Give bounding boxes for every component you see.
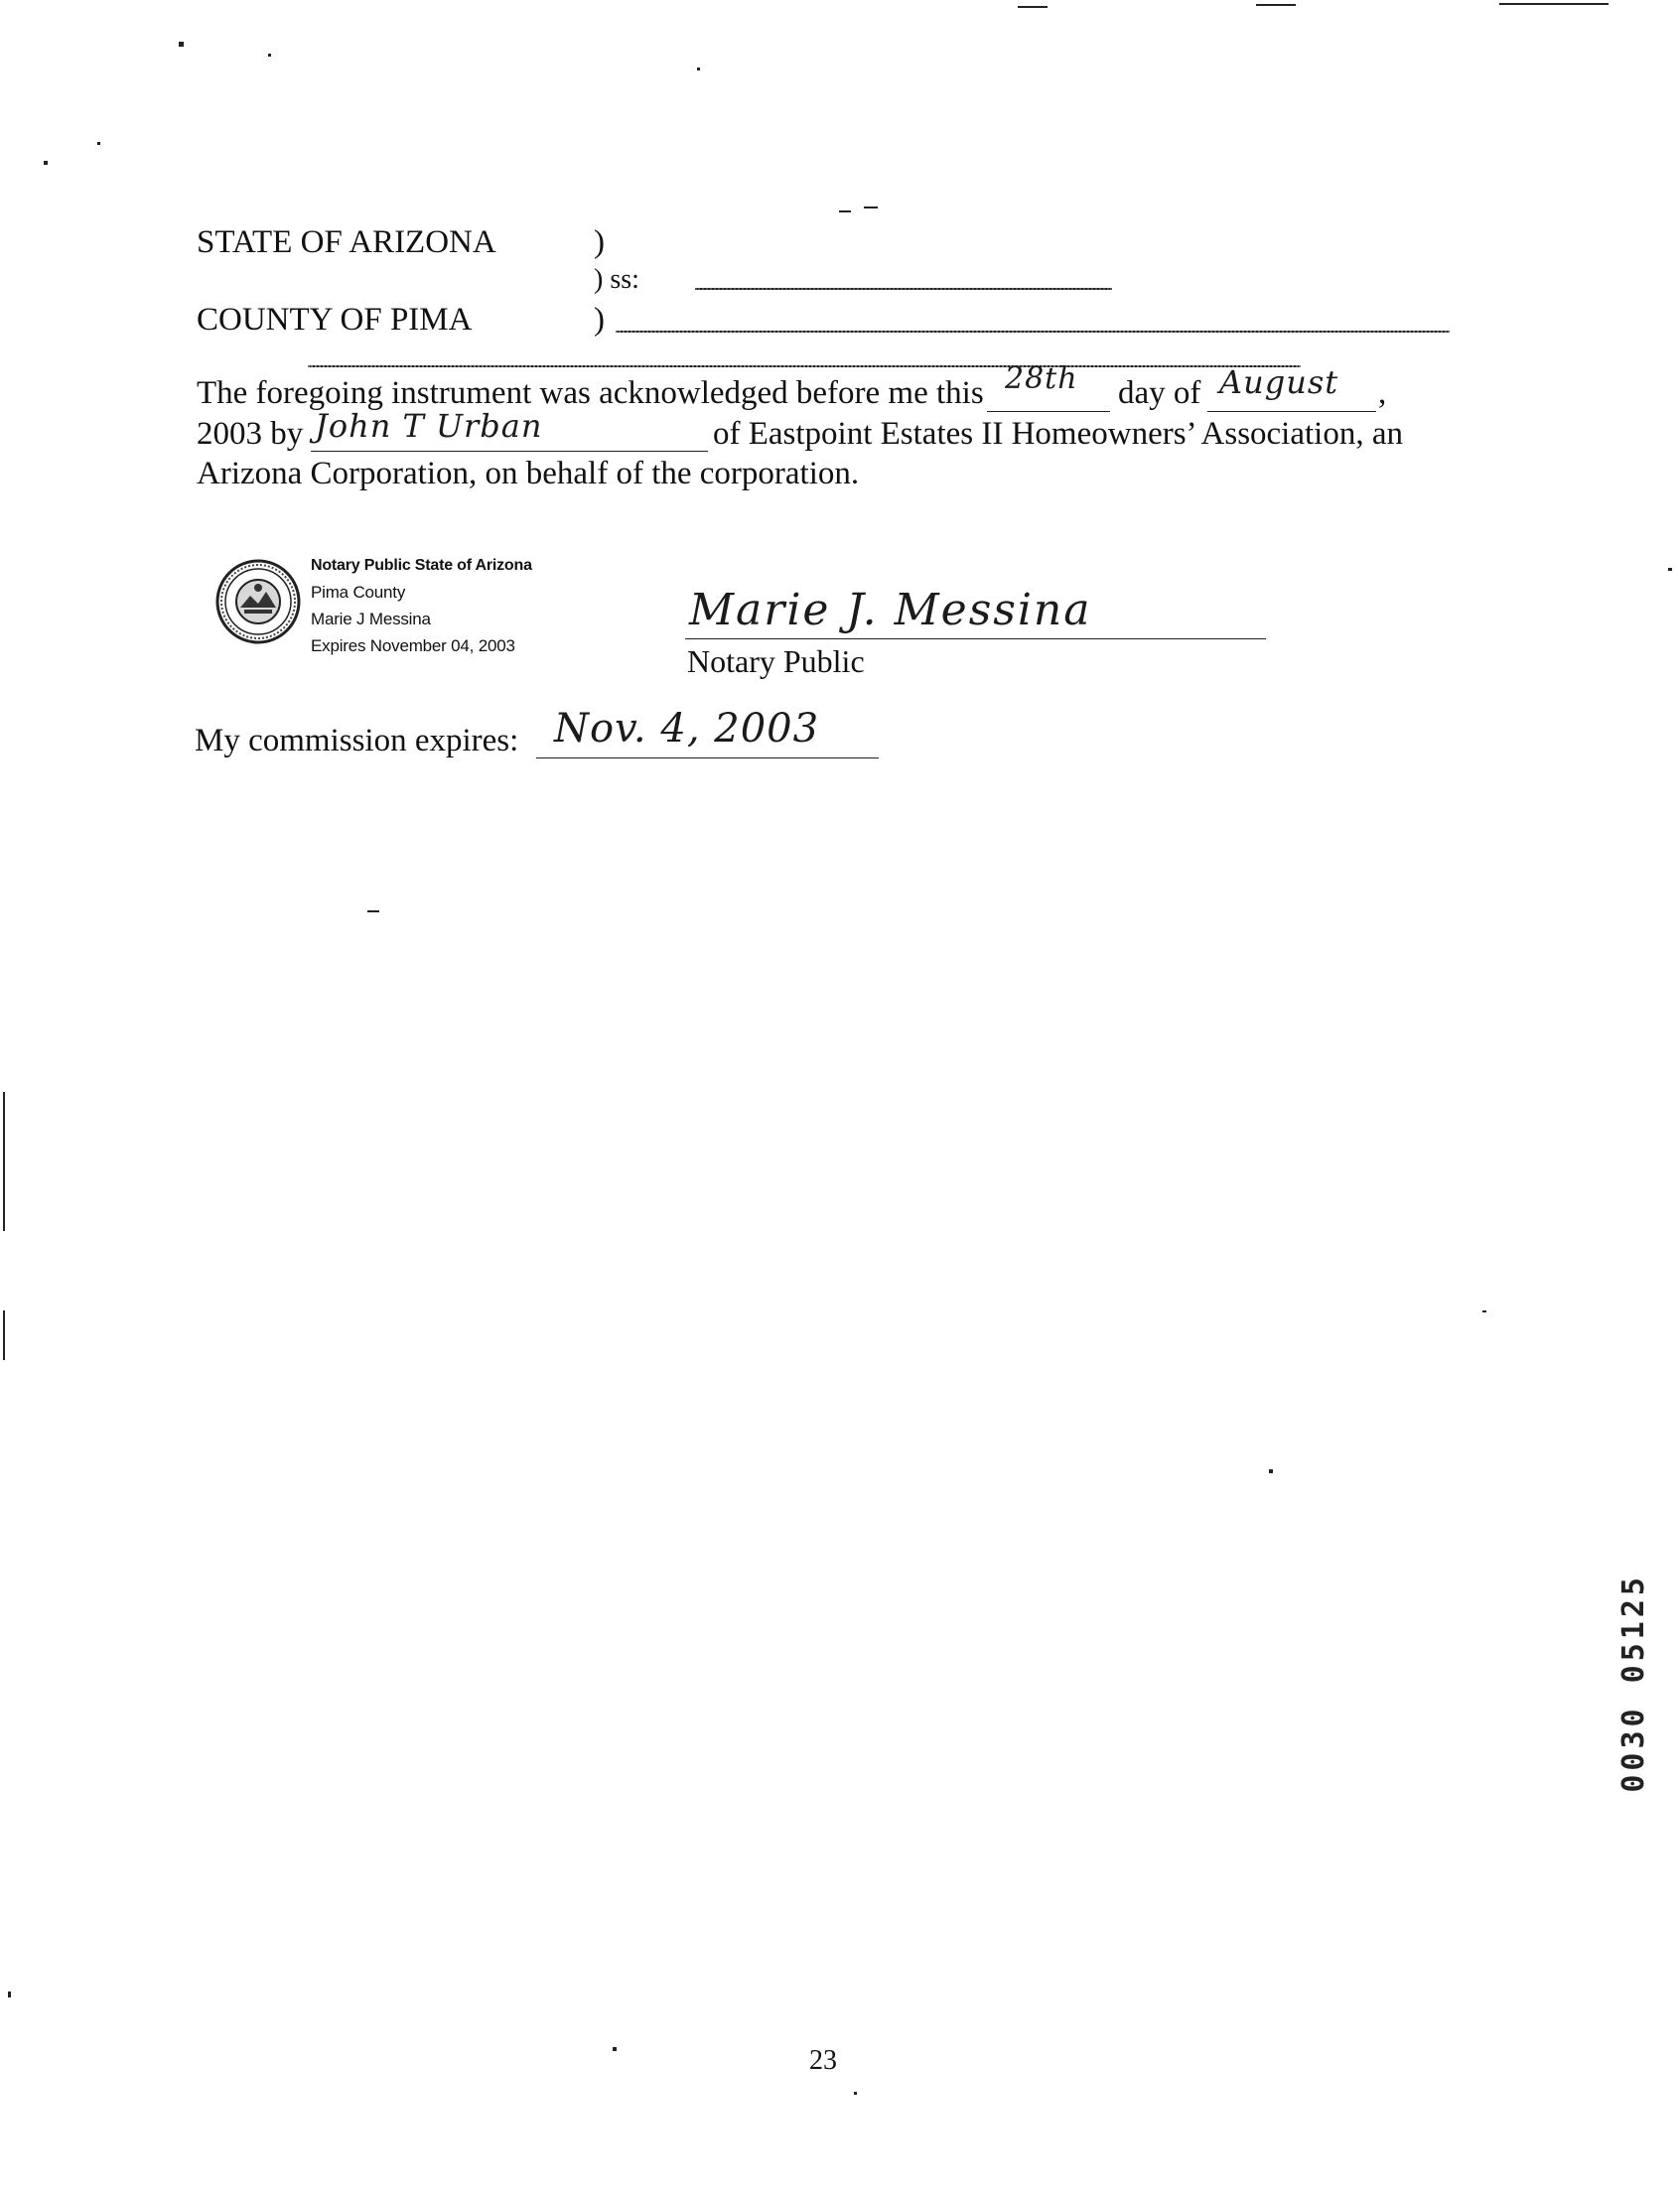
day-blank: [987, 361, 1110, 412]
ack-line3: Arizona Corporation, on behalf of the corporation.: [197, 456, 860, 491]
arizona-seal-icon: [214, 558, 302, 645]
seal-line-4: Expires November 04, 2003: [311, 636, 515, 655]
seal-line-3: Marie J Messina: [311, 610, 431, 628]
seal-line-1: Notary Public State of Arizona: [311, 557, 532, 574]
day-handwritten: 28th: [1005, 361, 1078, 396]
name-blank: [311, 409, 708, 452]
ack-line2-start: 2003 by: [197, 416, 304, 452]
venue-ss: ) ss:: [594, 264, 639, 295]
county-label: COUNTY OF PIMA: [197, 302, 473, 338]
month-blank: [1207, 363, 1376, 412]
day-of-text: day of: [1118, 375, 1201, 411]
month-comma: ,: [1378, 375, 1387, 411]
venue-paren-1: ): [594, 224, 605, 260]
month-handwritten: August: [1219, 363, 1339, 401]
ack-line1-text: The foregoing instrument was acknowledged before me this: [197, 375, 984, 411]
name-handwritten: John T Urban: [315, 407, 543, 445]
notary-public-caption: Notary Public: [687, 643, 865, 679]
seal-text-block: [311, 552, 532, 659]
venue-paren-3: ): [594, 302, 605, 338]
seal-line-2: Pima County: [311, 583, 406, 602]
signature-line: [685, 585, 1266, 639]
page-number: 23: [809, 2045, 837, 2076]
notary-seal-emblem: [214, 558, 302, 645]
notary-signature: Marie J. Messina: [689, 585, 1092, 635]
side-stamp: 0030 05125: [1616, 1574, 1651, 1793]
commission-label: My commission expires:: [195, 723, 519, 758]
commission-date-handwritten: Nov. 4, 2003: [554, 706, 820, 752]
commission-blank: [536, 706, 879, 758]
state-label: STATE OF ARIZONA: [197, 224, 496, 260]
ack-line2-end: of Eastpoint Estates II Homeowners’ Association, an: [713, 416, 1403, 452]
